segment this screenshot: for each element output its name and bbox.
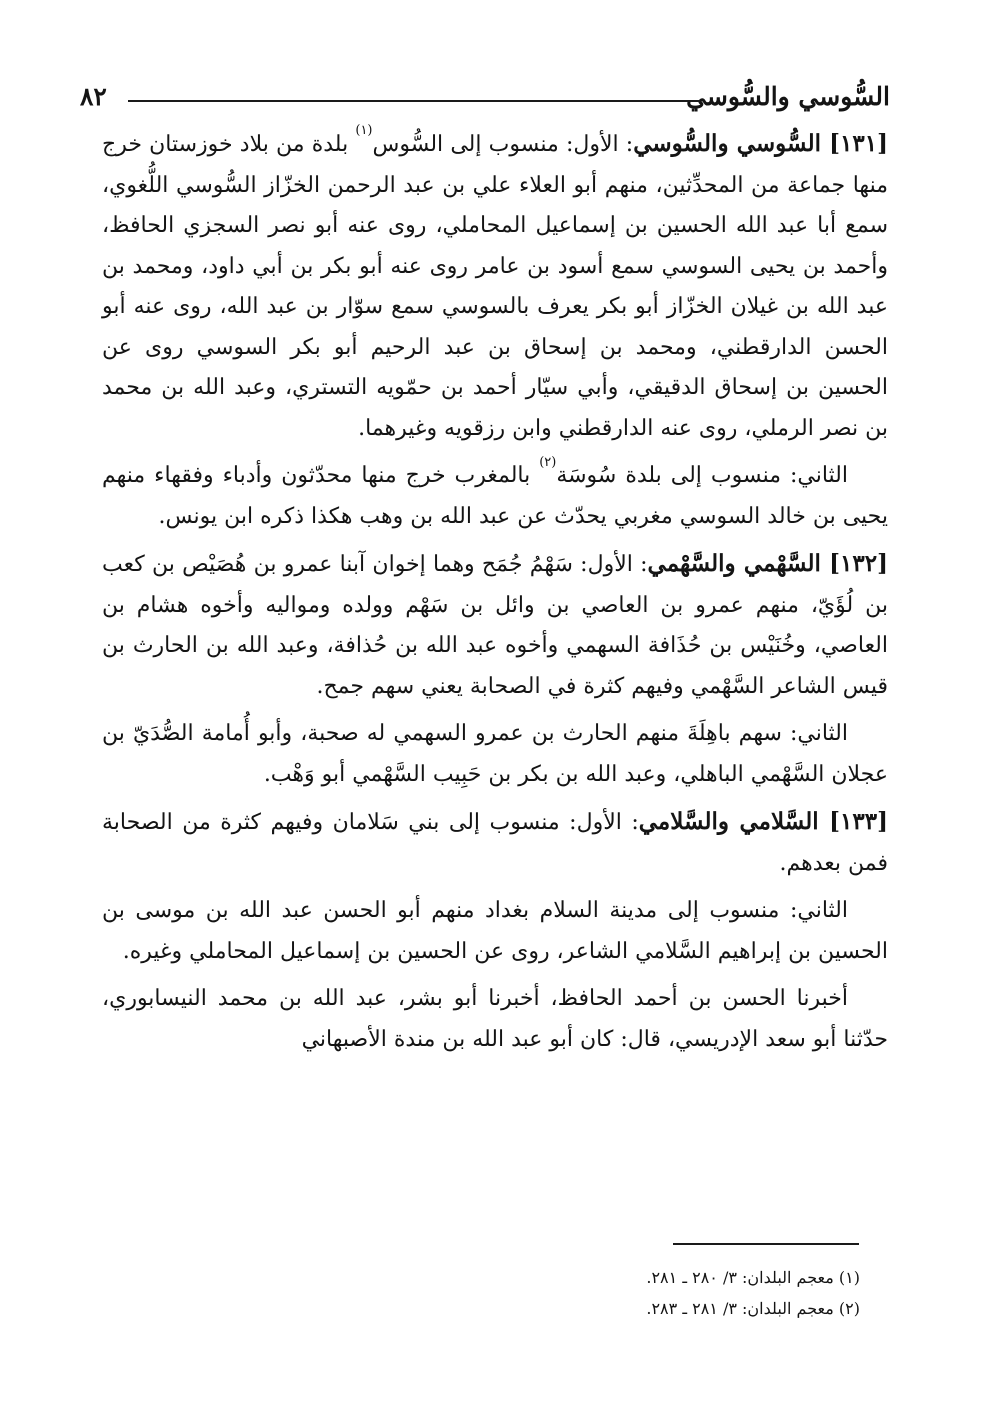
entry-131-second bbox=[102, 456, 888, 537]
entry-text: أخبرنا الحسن بن أحمد الحافظ، أخبرنا أبو بشر، عبد الله بن محمد النيسابوري، حدّثنا أبو سعد الإدريسي، قال: كان أبو عبد الله بن مندة الأصبهاني bbox=[102, 986, 888, 1052]
entry-text: الثاني: منسوب إلى بلدة سُوسَة bbox=[556, 463, 848, 488]
entry-text: الثاني: سهم باهِلَةَ منهم الحارث بن عمرو السهمي له صحبة، وأبو أُمامة الصُّدَيّ بن عجلان السَّهْمي الباهلي، وعبد الله بن بكر بن حَبِيب السَّهْمي أبو وَهْب. bbox=[102, 721, 888, 787]
footnote-ref[interactable]: (٢) bbox=[539, 455, 557, 470]
header-rule bbox=[128, 100, 700, 102]
footnote-1: (١) معجم البلدان: ٣/ ٢٨٠ ـ ٢٨١. bbox=[646, 1268, 860, 1287]
entry-131 bbox=[102, 124, 888, 449]
entry-132 bbox=[102, 544, 888, 707]
main-text bbox=[102, 124, 888, 1067]
running-title: السُّوسي والسُّوسي bbox=[686, 82, 890, 111]
page-number: ٨٢ bbox=[80, 82, 107, 111]
entry-132-second bbox=[102, 714, 888, 795]
entry-text: الثاني: منسوب إلى مدينة السلام بغداد منهم أبو الحسن عبد الله بن موسى بن الحسين بن إبراهيم السَّلامي الشاعر، روى عن الحسين بن إسماعيل المحاملي وغيره. bbox=[102, 898, 888, 964]
footnote-ref[interactable]: (١) bbox=[355, 123, 373, 138]
footnotes bbox=[300, 1262, 860, 1324]
entry-text: : الأول: منسوب إلى بني سَلامان وفيهم كثرة من الصحابة فمن بعدهم. bbox=[102, 810, 888, 876]
entry-heading: [١٣٣] السَّلامي والسَّلامي bbox=[638, 808, 888, 835]
isnad-paragraph bbox=[102, 979, 888, 1060]
entry-133 bbox=[102, 802, 888, 884]
entry-text: بالمغرب خرج منها محدّثون وأدباء وفقهاء منهم يحيى بن خالد السوسي مغربي يحدّث عن عبد الله بن وهب هكذا ذكره ابن يونس. bbox=[102, 463, 888, 529]
entry-heading: [١٣١] السُّوسي والسُّوسي bbox=[633, 130, 888, 157]
running-header bbox=[80, 80, 890, 114]
entry-text: : الأول: منسوب إلى السُّوس bbox=[372, 132, 634, 157]
footnote-separator bbox=[673, 1243, 859, 1245]
entry-heading: [١٣٢] السَّهْمي والسَّهْمي bbox=[647, 550, 888, 577]
footnote-2: (٢) معجم البلدان: ٣/ ٢٨١ ـ ٢٨٣. bbox=[646, 1299, 860, 1318]
entry-133-second bbox=[102, 891, 888, 972]
entry-text: بلدة من بلاد خوزستان خرج منها جماعة من المحدِّثين، منهم أبو العلاء علي بن عبد الرحمن الخزّاز السُّوسي اللُّغوي، سمع أبا عبد الله الحسين بن إسماعيل المحاملي، روى عنه أبو نصر السجزي الحافظ، وأحمد بن يحيى السوسي سمع أسود بن عامر روى عنه أبو بكر بن أبي داود، ومحمد بن عبد الله بن غيلان الخزّاز أبو بكر يعرف بالسوسي سمع سوّار بن عبد الله، روى عنه أبو الحسن الدارقطني، ومحمد بن إسحاق بن عبد الرحيم أبو بكر السوسي روى عن الحسين بن إسحاق الدقيقي، وأبي سيّار أحمد بن حمّويه التستري، وعبد الله بن محمد بن نصر الرملي، روى عنه الدارقطني وابن رزقويه وغيرهما. bbox=[102, 132, 888, 441]
entry-text: : الأول: سَهْمُ جُمَح وهما إخوان آبنا عمرو بن هُصَيْص بن كعب بن لُؤَيّ، منهم عمرو بن العاصي بن وائل بن سَهْم وولده ومواليه وأخوه هشام بن العاصي، وخُنَيْس بن حُذَافة السهمي وأخوه عبد الله بن حُذافة، وعبد الله بن الحارث بن قيس الشاعر السَّهْمي وفيهم كثرة في الصحابة يعني سهم جمح. bbox=[102, 552, 888, 699]
